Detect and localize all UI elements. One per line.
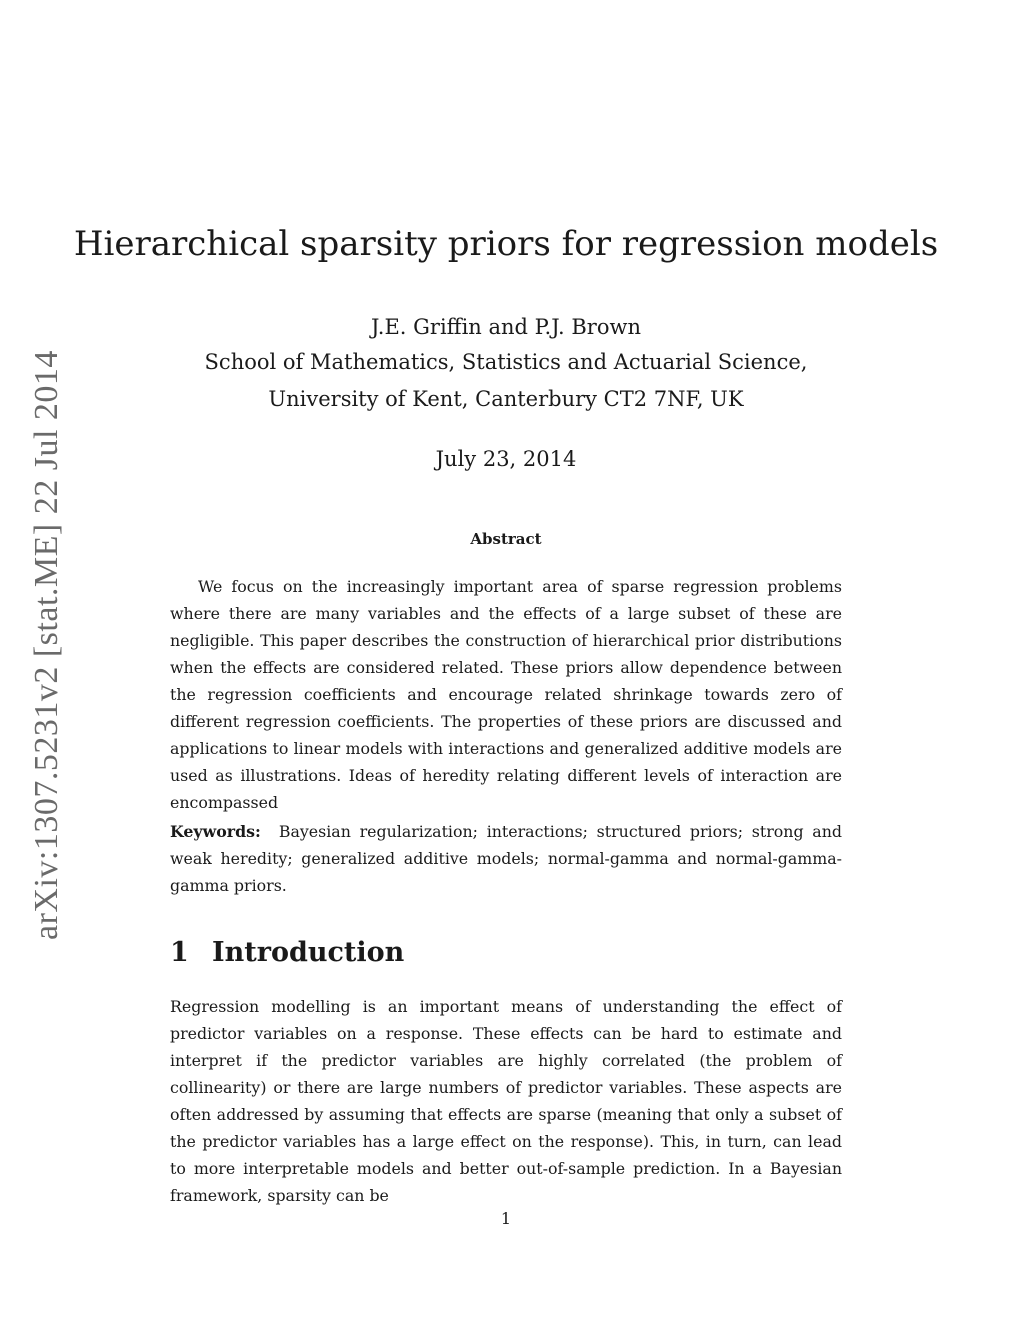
- keywords: [170, 818, 842, 899]
- section-heading: [170, 937, 404, 968]
- introduction-text: Regression modelling is an important means of understanding the effect of predictor variables on a response. These effects can be hard to estimate and interpret if the predictor variables are highly correlated (the problem of collinearity) or there are large numbers of predictor variables. These aspects are often addressed by assuming that effects are sparse (meaning that only a subset of the predictor variables has a large effect on the response). This, in turn, can lead to more interpretable models and better out-of-sample prediction. In a Bayesian framework, sparsity can be: [170, 997, 842, 1205]
- affiliation-line-1: School of Mathematics, Statistics and Actuarial Science,: [204, 350, 808, 374]
- authors: J.E. Griffin and P.J. Brown: [371, 315, 641, 339]
- page-number: 1: [500, 1209, 512, 1228]
- abstract-heading: Abstract: [470, 530, 542, 548]
- paper-date: July 23, 2014: [435, 447, 577, 471]
- keywords-text: Bayesian regularization; interactions; structured priors; strong and weak heredity; generalized additive models; normal-gamma and normal-gamma-gamma priors.: [170, 822, 842, 895]
- keywords-label: Keywords:: [170, 822, 261, 841]
- section-number: 1: [170, 937, 189, 968]
- affiliation-line-2: University of Kent, Canterbury CT2 7NF, UK: [268, 387, 744, 411]
- paper-title: Hierarchical sparsity priors for regression models: [73, 224, 939, 264]
- arxiv-side-stamp: arXiv:1307.5231v2 [stat.ME] 22 Jul 2014: [28, 350, 65, 940]
- abstract-text: We focus on the increasingly important area of sparse regression problems where there are many variables and the effects of a large subset of these are negligible. This paper describes the construction of hierarchical prior distributions when the effects are considered related. These priors allow dependence between the regression coefficients and encourage related shrinkage towards zero of different regression coefficients. The properties of these priors are discussed and applications to linear models with interactions and generalized additive models are used as illustrations. Ideas of heredity relating different levels of interaction are encompassed: [170, 577, 842, 812]
- section-title: Introduction: [212, 937, 405, 968]
